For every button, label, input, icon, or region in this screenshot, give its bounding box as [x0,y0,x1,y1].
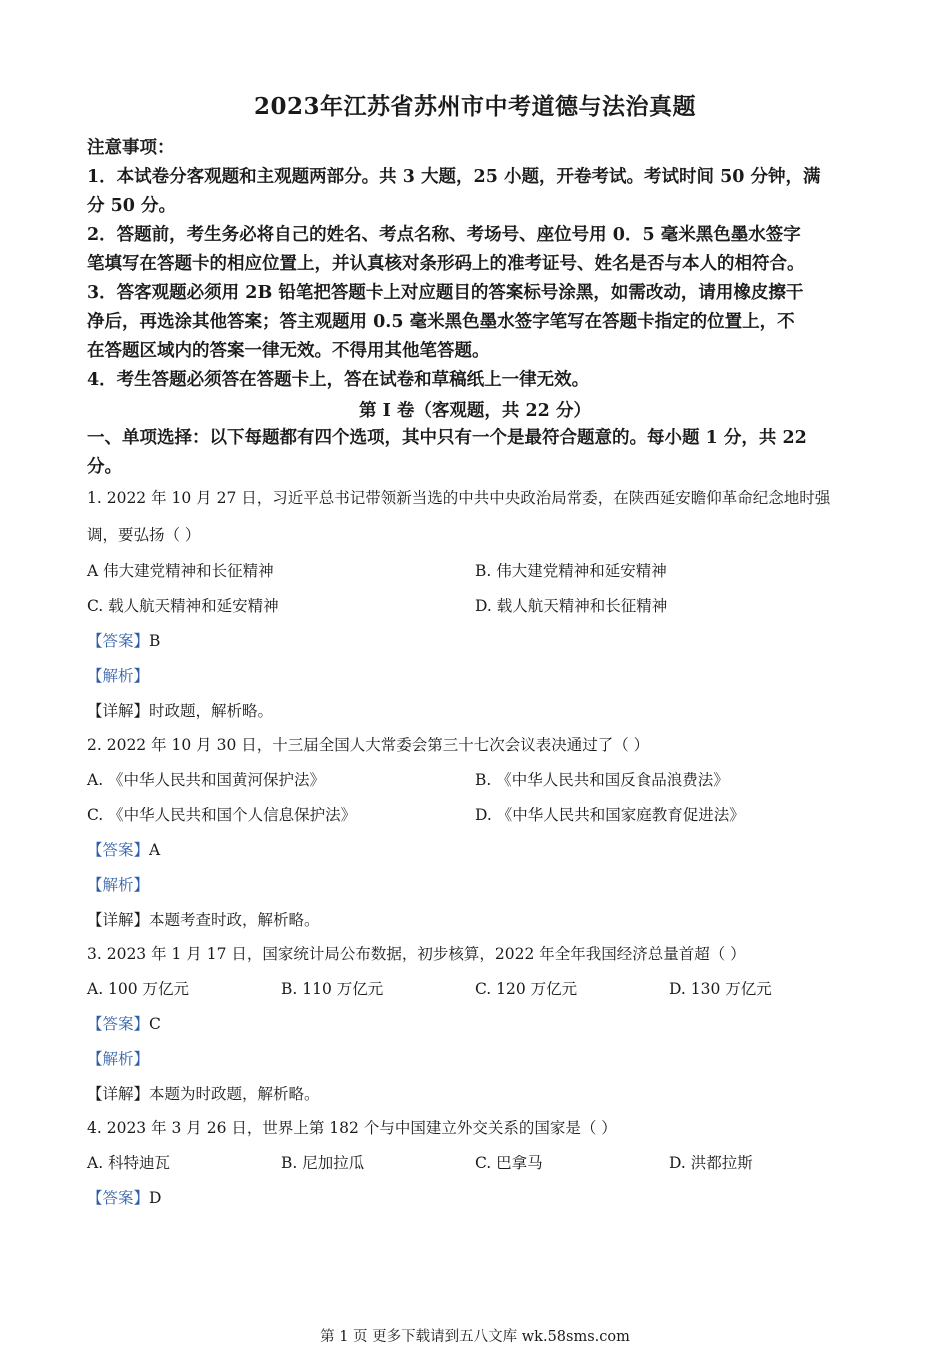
question-3-detail [87,1082,867,1104]
question-1-option-b: B. 伟大建党精神和延安精神 [475,562,667,580]
question-2-option-d: D. 《中华人民共和国家庭教育促进法》 [475,806,745,824]
answer-label: 【答案】 [87,1015,150,1033]
answer-value: C [149,1015,161,1033]
analysis-label: 【解析】 [87,876,150,894]
answer-value: D [149,1189,162,1207]
question-4-option-b: B. 尼加拉瓜 [281,1154,365,1172]
analysis-label: 【解析】 [87,1050,150,1068]
question-1-option-a: A 伟大建党精神和长征精神 [87,562,274,580]
question-2-detail [87,908,867,930]
question-2-option-a: A. 《中华人民共和国黄河保护法》 [87,771,326,789]
question-1-stem: 1. 2022 年 10 月 27 日，习近平总书记带领新当选的中共中央政治局常委，在陕西延安瞻仰革命纪念地时强 [87,489,831,507]
question-2-option-c: C. 《中华人民共和国个人信息保护法》 [87,806,357,824]
detail-text: 本题为时政题，解析略。 [149,1085,320,1103]
question-2-answer [87,838,867,860]
notice-line: 3．答客观题必须用 2B 铅笔把答题卡上对应题目的答案标号涂黑，如需改动，请用橡皮擦干 [87,283,804,303]
question-1-detail [87,699,867,721]
question-4-option-a: A. 科特迪瓦 [87,1154,171,1172]
detail-label: 【详解】 [87,1085,150,1103]
question-3-stem: 3. 2023 年 1 月 17 日，国家统计局公布数据，初步核算，2022 年全年我国经济总量首超（ ） [87,945,746,963]
notice-line: 笔填写在答题卡的相应位置上，并认真核对条形码上的准考证号、姓名是否与本人的相符合。 [87,254,805,274]
question-2-option-b: B. 《中华人民共和国反食品浪费法》 [475,771,729,789]
question-4-answer [87,1186,867,1208]
detail-label: 【详解】 [87,911,150,929]
question-1-answer [87,629,867,651]
question-1-stem: 调，要弘扬（ ） [87,526,201,544]
notice-line: 4．考生答题必须答在答题卡上，答在试卷和草稿纸上一律无效。 [87,370,590,390]
analysis-label: 【解析】 [87,667,150,685]
answer-value: B [149,632,161,650]
section-title: 第 I 卷（客观题，共 22 分） [359,401,591,421]
page-footer: 第 1 页 更多下载请到五八文库 wk.58sms.com [320,1329,630,1345]
question-4-option-d: D. 洪都拉斯 [669,1154,753,1172]
question-4-stem: 4. 2023 年 3 月 26 日，世界上第 182 个与中国建立外交关系的国家是（ ） [87,1119,617,1137]
question-3-option-b: B. 110 万亿元 [281,980,384,998]
page-title: 2023年江苏省苏州市中考道德与法治真题 [253,93,696,120]
notice-line: 在答题区域内的答案一律无效。不得用其他笔答题。 [87,341,490,361]
detail-text: 本题考查时政，解析略。 [149,911,320,929]
question-3-option-d: D. 130 万亿元 [669,980,772,998]
part-heading: 一、单项选择：以下每题都有四个选项，其中只有一个是最符合题意的。每小题 1 分，共 22 [87,428,807,448]
question-1-option-c: C. 载人航天精神和延安精神 [87,597,279,615]
detail-text: 时政题，解析略。 [149,702,274,720]
question-1-option-d: D. 载人航天精神和长征精神 [475,597,668,615]
question-4-option-c: C. 巴拿马 [475,1154,543,1172]
question-2-stem: 2. 2022 年 10 月 30 日，十三届全国人大常委会第三十七次会议表决通过了（ ） [87,736,650,754]
question-3-option-a: A. 100 万亿元 [87,980,190,998]
answer-value: A [149,841,161,859]
answer-label: 【答案】 [87,1189,150,1207]
notice-line: 净后，再选涂其他答案；答主观题用 0.5 毫米黑色墨水签字笔写在答题卡指定的位置上，不 [87,312,795,332]
answer-label: 【答案】 [87,632,150,650]
question-3-answer [87,1012,867,1034]
notice-line: 2．答题前，考生务必将自己的姓名、考点名称、考场号、座位号用 0．5 毫米黑色墨水签字 [87,225,801,245]
notice-line: 分 50 分。 [87,196,177,216]
notice-heading: 注意事项： [87,138,175,158]
answer-label: 【答案】 [87,841,150,859]
question-3-option-c: C. 120 万亿元 [475,980,578,998]
detail-label: 【详解】 [87,702,150,720]
notice-line: 1．本试卷分客观题和主观题两部分。共 3 大题，25 小题，开卷考试。考试时间 50 分钟，满 [87,167,821,187]
part-heading: 分。 [87,457,122,477]
